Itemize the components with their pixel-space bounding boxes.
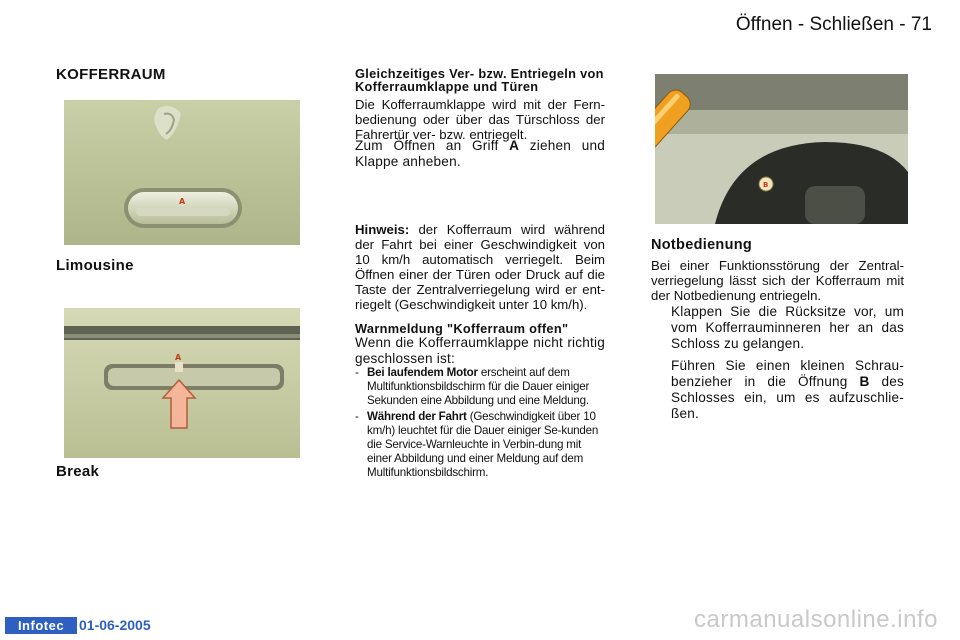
subheading-warnmeldung: Warnmeldung "Kofferraum offen": [355, 321, 569, 336]
infotec-badge: Infotec: [5, 617, 77, 634]
paragraph-warnmeldung: Wenn die Kofferraumklappe nicht richtig geschlossen ist:: [355, 335, 605, 366]
caption-break: Break: [56, 463, 100, 480]
b2-post: des Schlosses ein, um es aufzuschlie-ßen.: [671, 374, 904, 421]
note-hinweis: [355, 222, 605, 312]
paragraph-notbedienung: Bei einer Funktionsstörung der Zentral-verriegelung lässt sich der Kofferraum mit der Notbedienung entriegeln.: [651, 258, 904, 303]
notbedienung-screwdriver-photo: [655, 74, 908, 224]
warn-item-list: [355, 366, 605, 480]
list-item-text: [367, 410, 605, 480]
p2-pre: Zum Öffnen an Griff: [355, 138, 499, 153]
p2-post: ziehen und Klappe anheben.: [355, 138, 605, 169]
screwdriver-illustration: [655, 74, 908, 224]
limousine-trunk-photo: [64, 100, 300, 245]
bullet-icon: [651, 304, 671, 352]
dash-marker: -: [355, 366, 359, 379]
list-item: [355, 410, 605, 480]
list-item: [651, 358, 904, 422]
page-header: Öffnen - Schließen - 71: [735, 14, 932, 35]
step2-text: [671, 358, 904, 422]
list-item: [355, 366, 605, 408]
footer-date: 01-06-2005: [79, 617, 151, 633]
paragraph-oeffnen-griff: [355, 138, 605, 170]
item1-bold: Bei laufendem Motor: [367, 366, 478, 379]
notbedienung-steps: [651, 304, 904, 422]
section-heading-kofferraum: KOFFERRAUM: [56, 66, 166, 83]
label-a-marker: A: [179, 197, 186, 206]
b2-bold-b: B: [859, 374, 870, 389]
bullet-icon: [651, 358, 671, 422]
break-trunk-photo: [64, 308, 300, 458]
item2-text: (Geschwindigkeit über 10 km/h) leuchtet für die Dauer einiger Se-kunden die Service-Warnleuchte in Verbin-dung mit einer Abbildung und einer Meldung auf dem Multifunktionsbildschirm.: [367, 410, 599, 479]
caption-limousine: Limousine: [56, 257, 134, 274]
watermark: carmanualsonline.info: [694, 606, 938, 633]
list-item-text: [367, 366, 605, 408]
item2-bold: Während der Fahrt: [367, 410, 467, 423]
p2-bold-a: A: [509, 138, 520, 153]
break-trunk-illustration: [64, 308, 300, 458]
note-label: Hinweis:: [355, 222, 410, 237]
paragraph-fernbedienung: Die Kofferraumklappe wird mit der Fern-bedienung oder über das Türschloss der Fahrertür ver- bzw. entriegelt.: [355, 97, 605, 142]
b2-pre: Führen Sie einen kleinen Schrau-benzieher in die Öffnung: [671, 358, 904, 389]
list-item: [651, 304, 904, 352]
label-b-marker: B: [763, 181, 769, 189]
limousine-trunk-illustration: [64, 100, 300, 245]
label-a-marker-break: A: [175, 353, 182, 362]
step1-text: Klappen Sie die Rücksitze vor, um vom Kofferrauminneren her an das Schloss zu gelangen.: [671, 304, 904, 351]
section-heading-notbedienung: Notbedienung: [651, 237, 753, 253]
note-text: der Kofferraum wird während der Fahrt bei einer Geschwindigkeit von 10 km/h automatisch verriegelt. Beim Öffnen einer der Türen oder Druck auf die Taste der Zentralverriegelung wird er ent-riegelt (Geschwindigkeit unter 10 km/h).: [355, 222, 605, 312]
dash-marker: -: [355, 410, 359, 423]
item1-text: erscheint auf dem Multifunktionsbildschirm für die Dauer einiger Sekunden eine Abbildung und eine Meldung.: [367, 366, 590, 407]
subheading-gleichzeitiges-entriegeln: Gleichzeitiges Ver- bzw. Entriegeln von Kofferraumklappe und Türen: [355, 66, 604, 94]
